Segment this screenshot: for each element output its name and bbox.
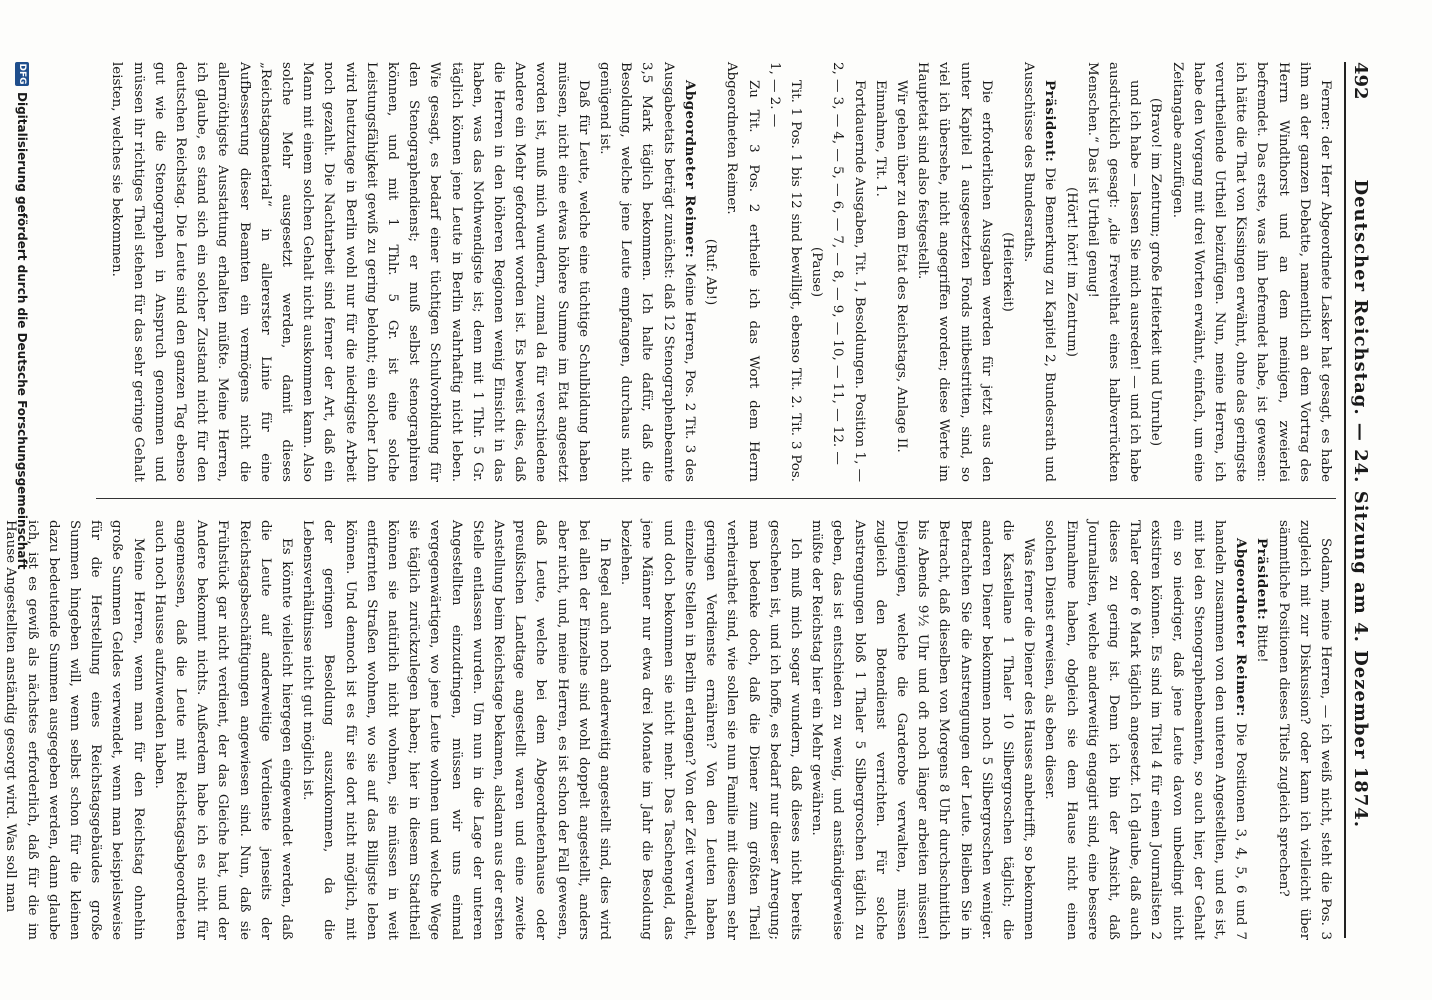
speaker-paragraph bbox=[1251, 520, 1272, 940]
speaker-name: Abgeordneter Reimer: bbox=[681, 80, 698, 259]
paragraph: Was ferner die Diener des Hauses anbetrifft, so bekommen die Kastellane 1 Thaler 10 Silbergroschen täglich; die anderen Diener bekommen noch 5 Silbergroschen weniger. Betrachten Sie die Anstrengungen der Leute. Bleiben Sie in Betracht, daß dieselben von Morgens 8 Uhr durchschnittlich bis Abends 9½ Uhr und oft noch länger arbeiten müssen! Diejenigen, welche die Garderobe verwalten, müssen zugleich den Botendienst verrichten. Für solche Anstrengungen bloß 1 Thaler 5 Silbergroschen täglich zu geben, das ist entschieden zu wenig, und anständigerweise müßte der Reichstag hier ein Mehr gewähren. bbox=[809, 520, 1037, 940]
paragraph: Tit. 1 Pos. 1 bis 12 sind bewilligt, ebenso Tit. 2. Tit. 3 Pos. 1, — 2. — bbox=[766, 62, 803, 482]
paragraph: Ich muß mich sogar wundern, daß dieses nicht bereits geschehen ist, und ich hoffe, es bedarf nur dieser Anregung; man bedenke doch, daß die Diener zum größten Theil verheirathet sind, wie sollen sie nun Familie mit diesem sehr geringen Verdienste ernähren? Von den Leuten haben einzelne Stellen in Berlin erlangen? Von der Zeit verwandelt, und doch bekommen sie nicht mehr. Das Taschengeld, das jene Männer nur etwa drei Monate im Jahr die Besoldung beziehen. bbox=[618, 520, 803, 940]
paragraph: Ferner: der Herr Abgeordnete Lasker hat gesagt, es habe ihm an der ganzen Debatte, namentlich an dem Vortrag des Herrn Windthorst und an dem meinigen, zweierlei befremdet. Das erste, was ihn befremdet habe, ist gewesen: ich hätte die That von Kissingen erwähnt, ohne das geringste verurtheilende Urtheil beizufügen. Nun, meine Herren, ich habe den Vorgang mit drei Worten erwähnt, einfach, um eine Zeitangabe anzufügen. bbox=[1169, 62, 1333, 482]
speech-text: Die Bemerkung zu Kapitel 2, Bundesrath und Ausschüsse des Bundesraths. bbox=[1021, 62, 1058, 482]
page-number: 492 bbox=[1350, 62, 1371, 100]
digitization-footer bbox=[10, 62, 34, 938]
speaker-paragraph bbox=[594, 62, 700, 482]
speaker-paragraph bbox=[1039, 520, 1251, 940]
page-title: Deutscher Reichstag. — 24. Sitzung am 4. Dezember 1874. bbox=[1350, 179, 1371, 829]
speaker-name: Präsident: bbox=[1254, 538, 1271, 621]
paragraph: Wir gehen über zu dem Etat des Reichstags, Anlage II. bbox=[893, 80, 909, 453]
speech-text: Die Positionen 3, 4, 5, 6 und 7 handeln zusammen von den unteren Angestellten, und es ist, mit bei den Stenographenbeamten, so auch hier, der Gehalt ein so niedriger, daß jene Leute davon unbedingt nicht existiren können. Es sind im Titel 4 für einen Journalisten 2 Thaler oder 6 Mark täglich angesetzt. Ich glaube, daß auch dieses zu gering ist. Denn ich bin der Ansicht, daß Journalisten, welche anderweitig engagirt sind, eine bessere Einnahme haben, obgleich sie dem Hause nicht einen solchen Dienst erweisen, als eben dieser. bbox=[1042, 520, 1249, 941]
column-divider bbox=[96, 498, 1336, 499]
speaker-name: Abgeordneter Reimer: bbox=[1233, 538, 1250, 717]
digitization-credit: Digitalisierung gefördert durch die Deutsche Forschungsgemeinschaft bbox=[15, 92, 29, 570]
stage-direction: (Hört! hört! im Zentrum) bbox=[1063, 187, 1079, 357]
speaker-name: Präsident: bbox=[1042, 80, 1059, 163]
page-header bbox=[1344, 62, 1380, 938]
paragraph: Es könnte vielleicht hiergegen eingewendet werden, daß die Leute auf anderweitige Verdienste jenseits der Reichstagsbeschäftigungen angewiesen sind. Nun, daß sie Frühstück gar nicht verdient, der das Gleiche hat, und der Andere bekommt nichts. Außerdem habe ich es nicht für angemessen, daß die Leute mit Reichstagsabgeordneten auch noch Hausse aufzuwenden haben. bbox=[151, 520, 295, 940]
stage-direction: (Ruf: Ab!) bbox=[703, 238, 719, 306]
paragraph: Sodann, meine Herren, — ich weiß nicht, steht die Pos. 3 zugleich mit zur Diskussion? oder kann ich vielleicht über sämmtliche Positionen dieses Titels zugleich sprechen? bbox=[1275, 520, 1333, 940]
paragraph: Einnahme, Tit. 1. bbox=[872, 80, 888, 197]
speech-text: Bitte! bbox=[1254, 620, 1270, 663]
text-column-right bbox=[3, 520, 1336, 941]
paragraph: Meine Herren, wenn man für den Reichstag ohnehin große Summen Geldes verwendet, wenn man beispielsweise für die Herstellung eines Reichstagsgebäudes große Summen hingeben will, wenn selbst schon für die kleinen dazu bedeutende Summen ausgegeben werden, dann glaube ich, ist es gewiß als nächstes erforderlich, daß für die im Hause Angestellten anständig gesorgt wird. Was soll man bbox=[3, 520, 146, 940]
stage-direction: (Bravo! im Zentrum; große Heiterkeit und Unruhe) bbox=[1148, 97, 1164, 447]
paragraph: Die erforderlichen Ausgaben werden für jetzt aus den unter Kapitel 1 ausgesetzten Fonds mitbestritten, sind, so viel ich übersehe, nicht angegriffen worden; diese Werte im Hauptetat sind also festgestellt. bbox=[915, 62, 994, 482]
paragraph: Zu Tit. 3 Pos. 2 ertheile ich das Wort dem Herrn Abgeordneten Reimer. bbox=[724, 62, 761, 482]
paragraph: Fortdauernde Ausgaben, Tit. 1, Besoldungen. Position 1, — 2, — 3, — 4, — 5, — 6, — 7, — 8, — 9, — 10, — 11, — 12. — bbox=[830, 62, 867, 482]
paragraph: Daß für Leute, welche eine tüchtige Schulbildung haben müssen, nicht eine etwas höhere Summe im Etat angesetzt worden ist, muß mich wundern, zumal da für verschiedene Andere ein Mehr gefordert worden ist. Es beweist dies, daß die Herren in den höheren Regionen wenig Einsicht in das haben, was das Nothwendigste ist; denn mit 1 Thlr. 5 Gr. täglich können jene Leute in Berlin wahrhaftig nicht leben. Wie gesagt, es bedarf einer tüchtigen Schulvorbildung für den Stenographendienst; er muß selbst stenographiren können, und mit 1 Thlr. 5 Gr. ist eine solche Leistungsfähigkeit gewiß zu gering belohnt; ein solcher Lohn wird heutzutage in Berlin wohl nur für die niedrigste Arbeit noch gezahlt. Die Nachtarbeit sind ferner der Art, daß ein Mann mit einem solchen Gehalt nicht auskommen kann. Also solche Mehr ausgesetzt werden, damit dieses „Reichstagsmaterial“ in allererster Linie für eine Aufbesserung dieser Beamten ein vermögens nicht die allernöthigste Ausstattung erhalten müßte. Meine Herren, ich glaube, es stand sich ein solcher Zustand nicht für den deutschen Reichstag. Die Leute sind den ganzen Tag ebenso gut wie die Stenographen in Anspruch genommen und müssen ihr richtiges Theil stehen für das sehr geringe Gehalt leisten, welches sie bekommen. bbox=[109, 62, 591, 482]
stage-direction: (Heiterkeit) bbox=[999, 232, 1015, 312]
text-column-left bbox=[96, 62, 1336, 482]
paragraph: In Regel auch noch anderweitig angestellt sind, dies wird bei allen der Einzelne sind wohl doppelt angestellt, anders aber nicht, und, meine Herren, es ist schon der Fall gewesen, daß Leute, welche bei dem Abgeordnetenhause oder preußischen Landtage angestellt waren und eine zweite Anstellung beim Reichstage bekamen, alsdann aus der ersten Stelle entlassen wurden. Um nun in die Lage der unteren Angestellten einzudringen, müssen wir uns einmal vergegenwärtigen, wo jene Leute wohnen und welche Wege sie täglich zurückzulegen haben; hier in diesem Stadttheil können sie natürlich nicht wohnen, sie müssen in weit entfernten Straßen wohnen, wo sie auf das Billigste leben können. Und dennoch ist es für sie dort nicht möglich, mit der geringen Besoldung auszukommen, da die Lebensverhältnisse nicht gut möglich ist. bbox=[300, 520, 613, 940]
speech-text: Meine Herren, Pos. 2 Tit. 3 des Ausgabeetats beträgt zunächst: daß 12 Stenographenbeamte 3,5 Mark täglich bekommen. Ich halte dafür, daß die Besoldung, welche jene Leute empfangen, durchaus nicht genügend ist. bbox=[597, 62, 697, 482]
dfg-logo: DFG bbox=[17, 63, 27, 85]
stage-direction: (Pause) bbox=[809, 246, 825, 298]
speaker-paragraph bbox=[1018, 62, 1060, 482]
paragraph: und ich habe — lassen Sie mich ausreden! — und ich habe ausdrücklich gesagt: „die Frevelthat eines halbverrückten Menschen.“ Das ist Urtheil genug! bbox=[1084, 62, 1143, 482]
